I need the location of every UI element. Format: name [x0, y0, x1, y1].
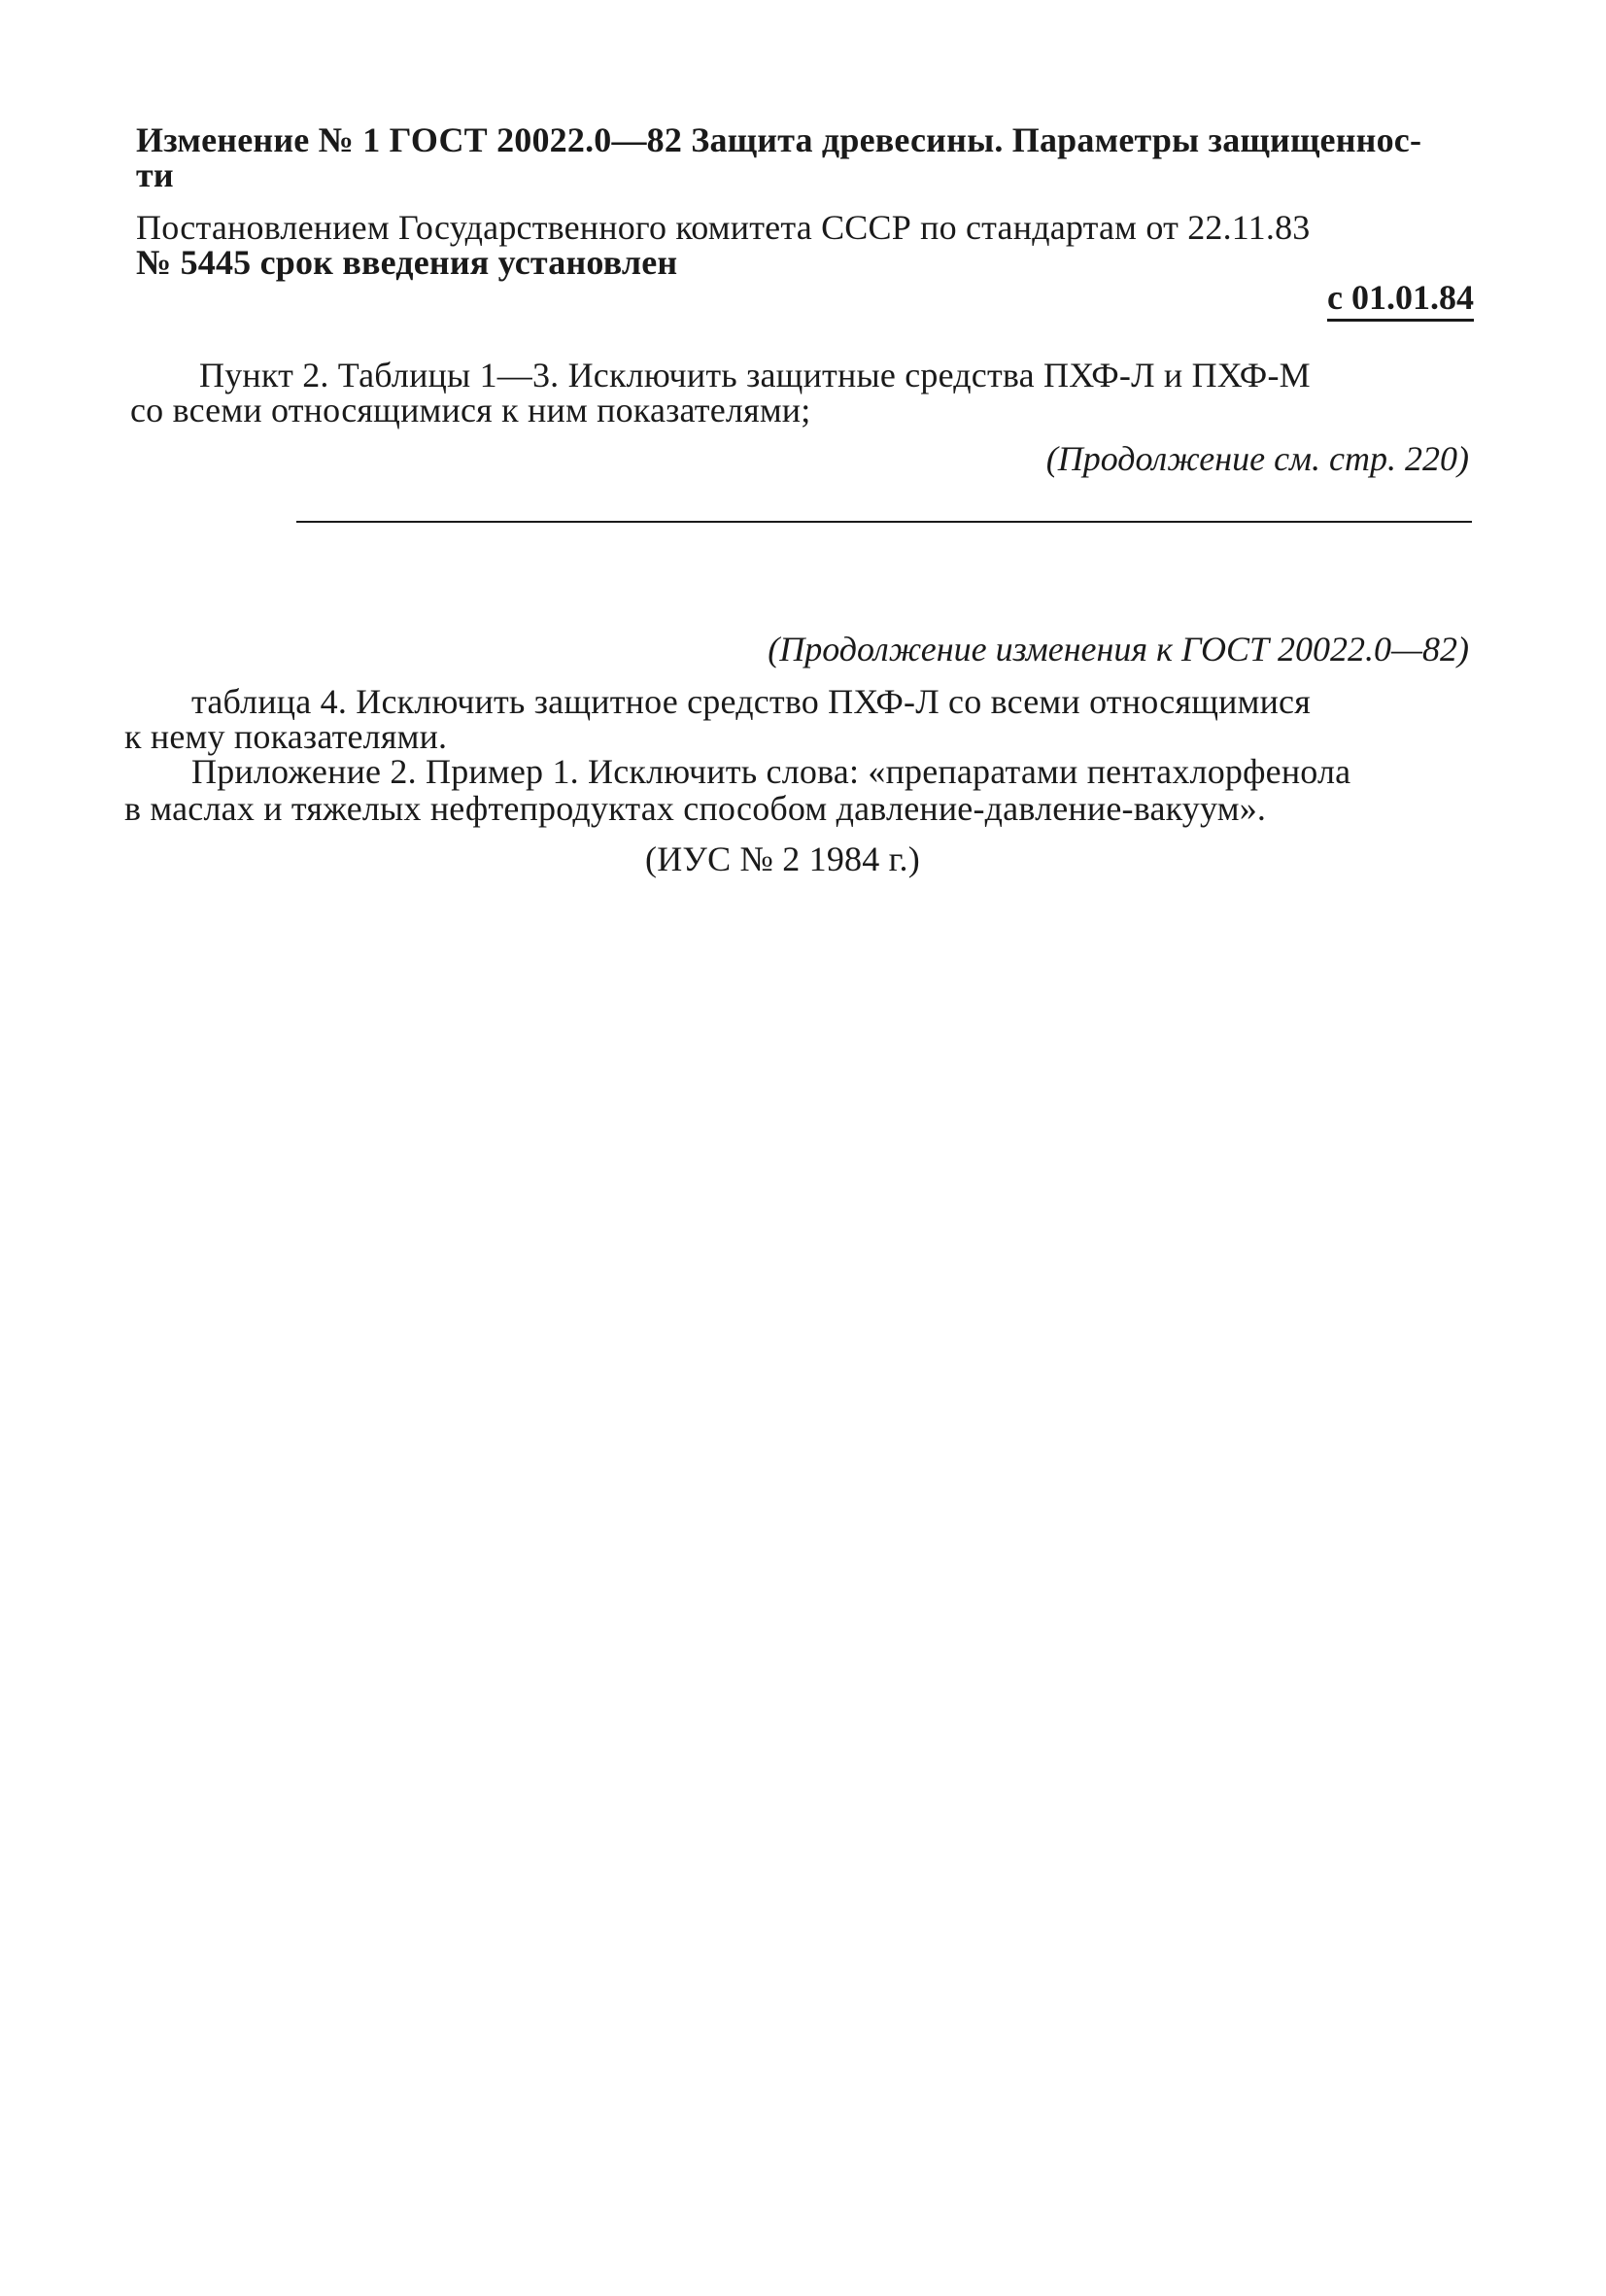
- source-reference: (ИУС № 2 1984 г.): [645, 840, 920, 878]
- paragraph-2-line1: таблица 4. Исключить защитное средство ПХФ-Л со всеми относящимися: [191, 682, 1311, 721]
- paragraph-2-line2: к нему показателями.: [124, 717, 448, 756]
- change-title-line2: ти: [136, 155, 174, 194]
- paragraph-3-line2: в маслах и тяжелых нефтепродуктах способом давление-давление-вакуум».: [124, 789, 1267, 828]
- separator-line: [296, 521, 1472, 523]
- effective-date: с 01.01.84: [1327, 278, 1474, 317]
- change-title-line1: Изменение № 1 ГОСТ 20022.0—82 Защита древесины. Параметры защищеннос-: [136, 120, 1422, 159]
- paragraph-1-line2: со всеми относящимися к ним показателями;: [130, 391, 811, 429]
- decree-line1: Постановлением Государственного комитета СССР по стандартам от 22.11.83: [136, 208, 1311, 247]
- paragraph-3-line1: Приложение 2. Пример 1. Исключить слова: «препаратами пентахлорфенола: [191, 752, 1351, 791]
- continuation-note: (Продолжение см. стр. 220): [1045, 439, 1469, 478]
- continuation-header: (Продолжение изменения к ГОСТ 20022.0—82): [768, 630, 1469, 668]
- paragraph-1-line1: Пункт 2. Таблицы 1—3. Исключить защитные средства ПХФ-Л и ПХФ-М: [199, 356, 1311, 394]
- decree-line2: № 5445 срок введения установлен: [136, 243, 678, 282]
